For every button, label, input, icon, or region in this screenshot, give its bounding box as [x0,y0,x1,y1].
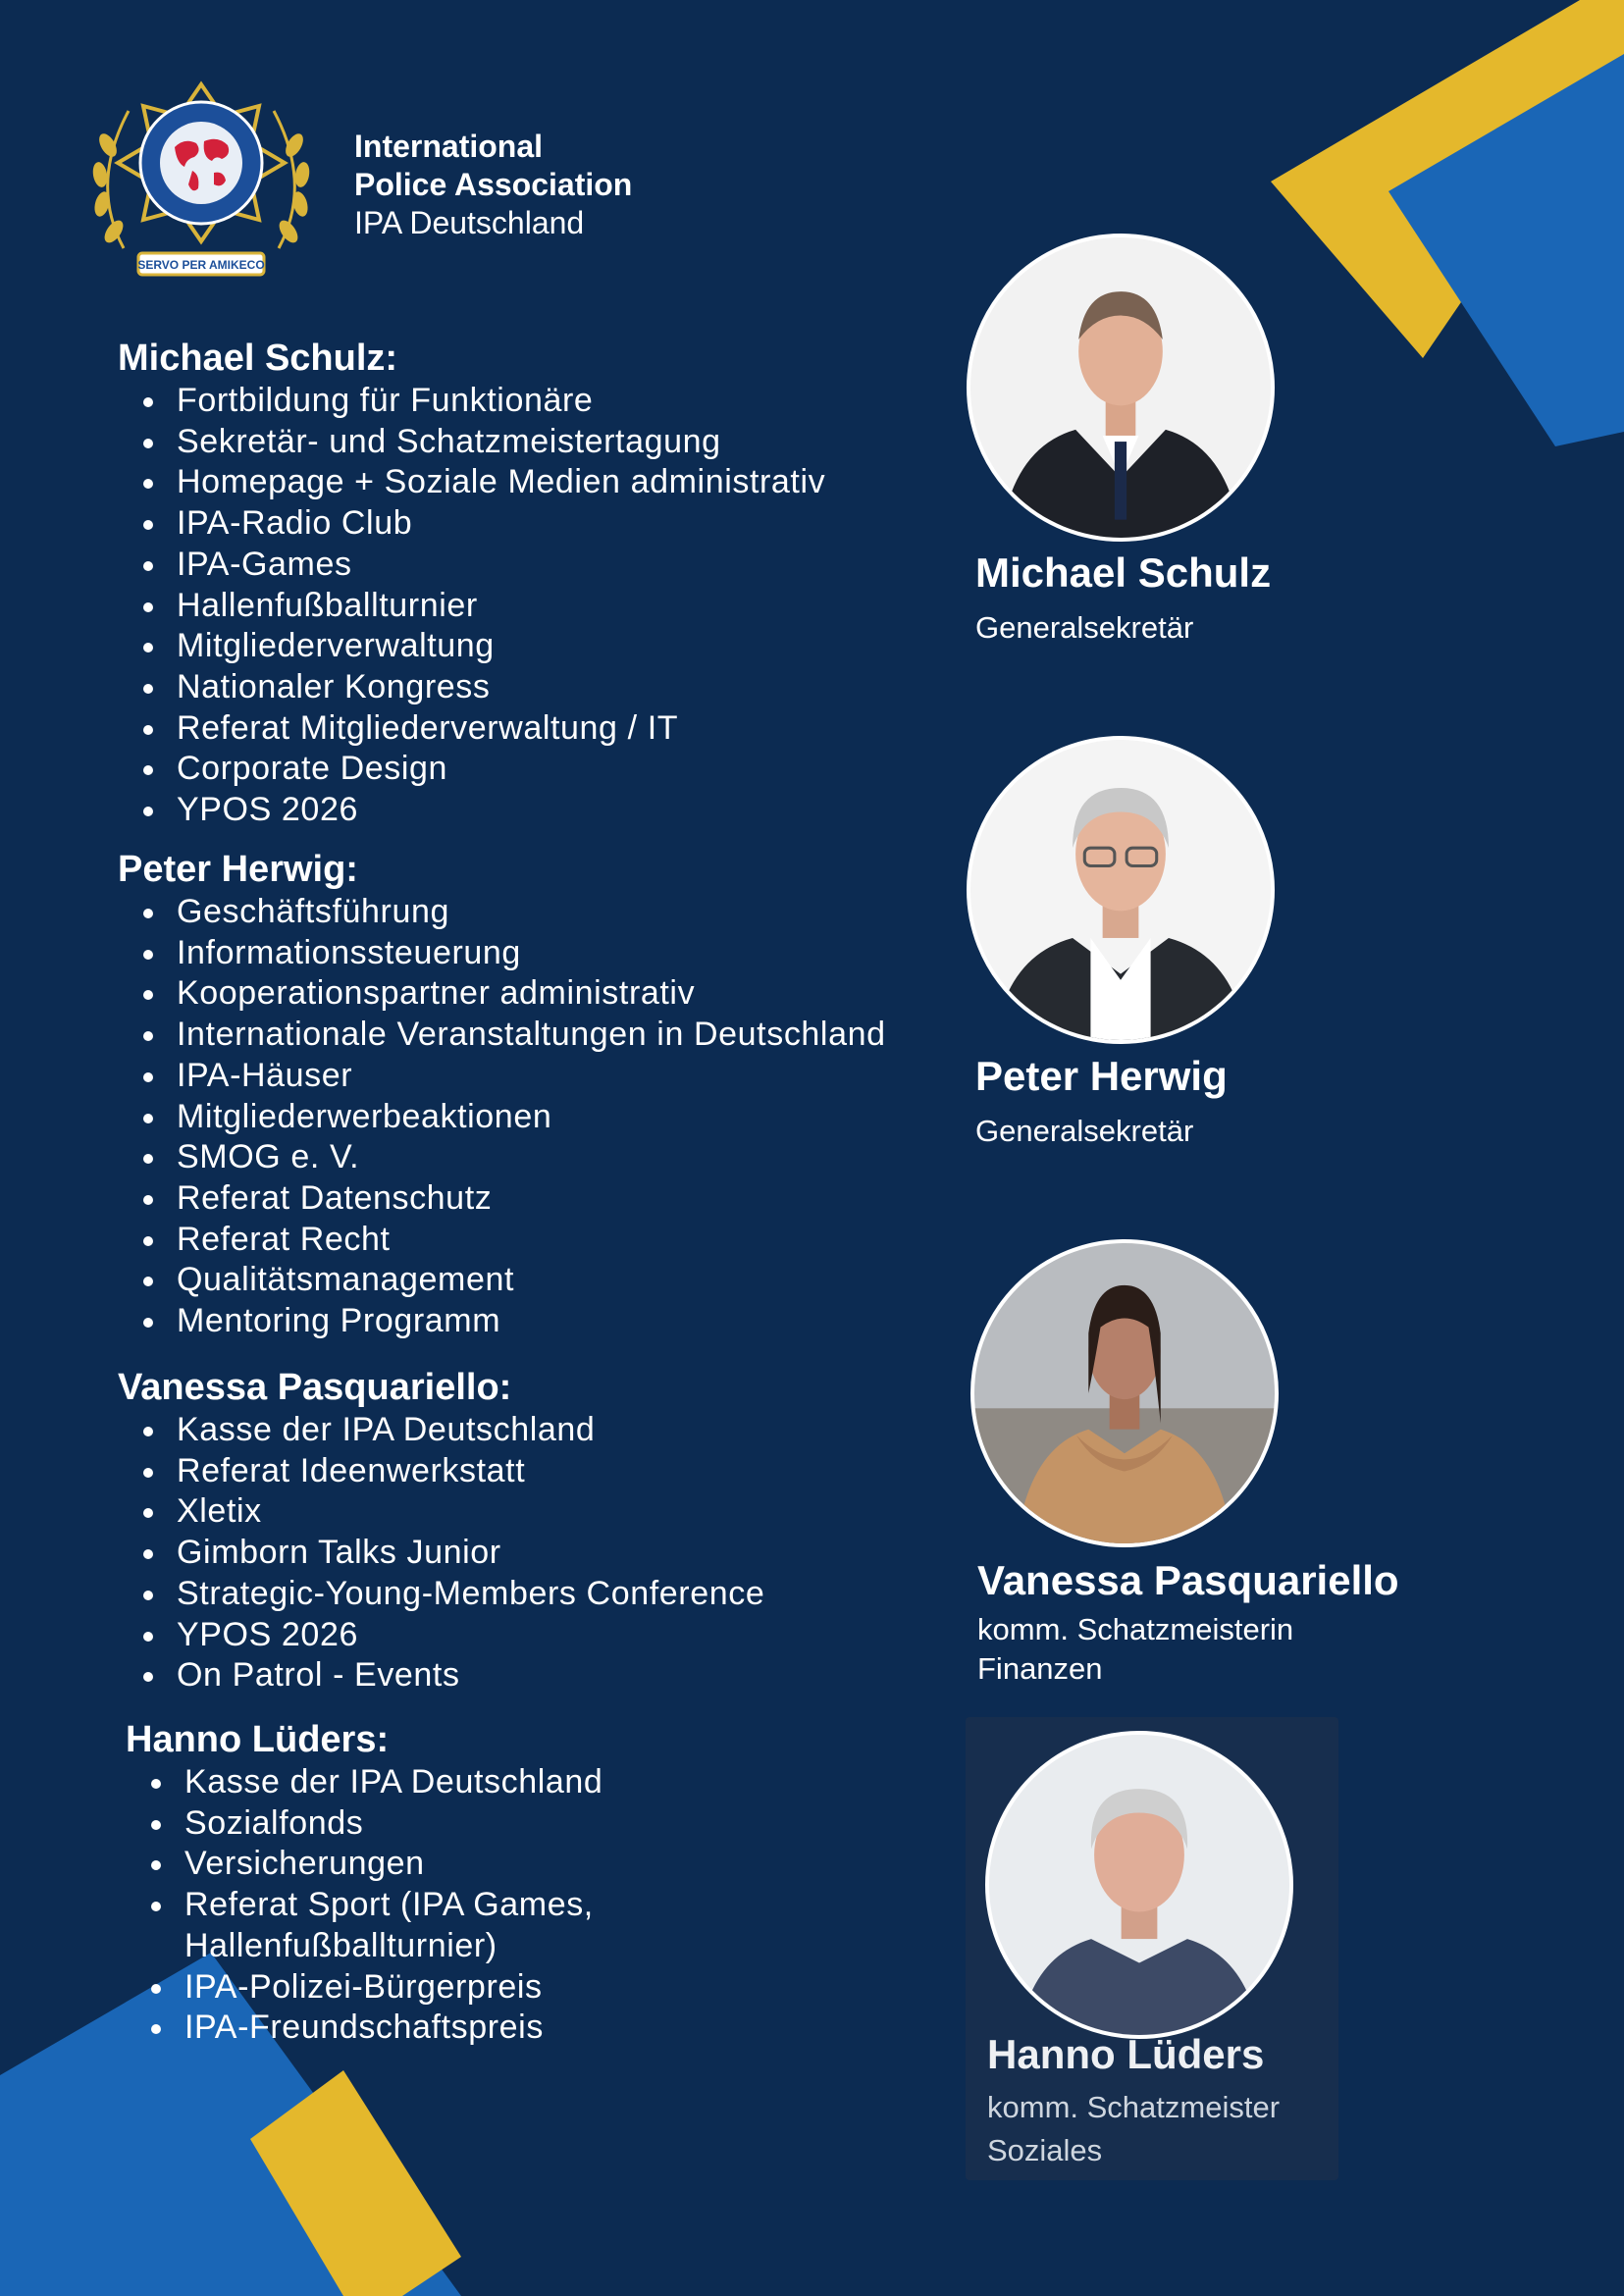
task-list [118,381,825,831]
list-item: Homepage + Soziale Medien administrativ [177,462,825,503]
list-item: On Patrol - Events [177,1655,764,1696]
list-item: IPA-Radio Club [177,503,825,545]
section-peter-herwig [118,847,886,1342]
list-item: IPA-Freundschaftspreis [184,2008,602,2049]
list-item: Hallenfußballturnier [177,586,825,627]
list-item: Informationssteuerung [177,933,886,974]
ipa-logo [84,77,318,294]
list-item: Mitgliederverwaltung [177,626,825,667]
list-item: Kasse der IPA Deutschland [184,1762,602,1803]
person-role-secondary: Finanzen [977,1651,1103,1686]
section-heading: Hanno Lüders: [126,1719,390,1760]
task-list [118,892,886,1342]
list-item: Gimborn Talks Junior [177,1533,764,1574]
org-line2: Police Association [354,167,633,202]
list-item: Geschäftsführung [177,892,886,933]
list-item: Internationale Veranstaltungen in Deutschland [177,1015,886,1056]
list-item-continued: Hallenfußballturnier) [184,1926,498,1964]
section-heading: Michael Schulz: [118,338,398,379]
list-item: Sozialfonds [184,1803,602,1845]
section-hanno-lueders [126,1717,602,2049]
list-item: Referat Recht [177,1220,886,1261]
list-item: Kasse der IPA Deutschland [177,1410,764,1451]
org-line3: IPA Deutschland [354,205,585,240]
list-item: Qualitätsmanagement [177,1260,886,1301]
person-role: komm. Schatzmeister [987,2090,1281,2124]
list-item: Mentoring Programm [177,1301,886,1342]
person-role: komm. Schatzmeisterin [977,1612,1294,1646]
avatar-peter-herwig [967,736,1275,1044]
list-item: Referat Sport (IPA Games, [184,1885,602,1926]
list-item: Sekretär- und Schatzmeistertagung [177,422,825,463]
avatar-vanessa-pasquariello [970,1239,1279,1547]
top-right-decoration [1266,0,1624,451]
list-item: Referat Mitgliederverwaltung / IT [177,708,825,750]
section-vanessa-pasquariello [118,1365,764,1696]
task-list [126,1762,602,2049]
section-heading: Peter Herwig: [118,849,358,890]
list-item: YPOS 2026 [177,1615,764,1656]
list-item: Versicherungen [184,1844,602,1885]
list-item: Kooperationspartner administrativ [177,973,886,1015]
person-name: Vanessa Pasquariello [977,1557,1399,1603]
list-item: Strategic-Young-Members Conference [177,1574,764,1615]
person-name: Peter Herwig [975,1053,1228,1099]
person-name: Hanno Lüders [987,2031,1265,2077]
list-item: YPOS 2026 [177,790,825,831]
person-role: Generalsekretär [975,610,1194,645]
task-list [118,1410,764,1696]
org-title [354,128,632,242]
section-heading: Vanessa Pasquariello: [118,1367,512,1408]
section-michael-schulz [118,336,825,831]
org-line1: International [354,129,544,164]
list-item: Nationaler Kongress [177,667,825,708]
list-item: Mitgliederwerbeaktionen [177,1097,886,1138]
list-item: Xletix [177,1491,764,1533]
logo-motto: SERVO PER AMIKECO [137,258,265,272]
list-item: IPA-Polizei-Bürgerpreis [184,1967,602,2009]
avatar-hanno-lueders [985,1731,1293,2039]
list-item: IPA-Games [177,545,825,586]
list-item: SMOG e. V. [177,1137,886,1178]
avatar-michael-schulz [967,234,1275,542]
list-item: Fortbildung für Funktionäre [177,381,825,422]
person-role: Generalsekretär [975,1114,1194,1148]
list-item: IPA-Häuser [177,1056,886,1097]
list-item: Referat Ideenwerkstatt [177,1451,764,1492]
person-role-secondary: Soziales [987,2133,1103,2167]
list-item: Corporate Design [177,749,825,790]
person-name: Michael Schulz [975,549,1272,596]
list-item: Referat Datenschutz [177,1178,886,1220]
